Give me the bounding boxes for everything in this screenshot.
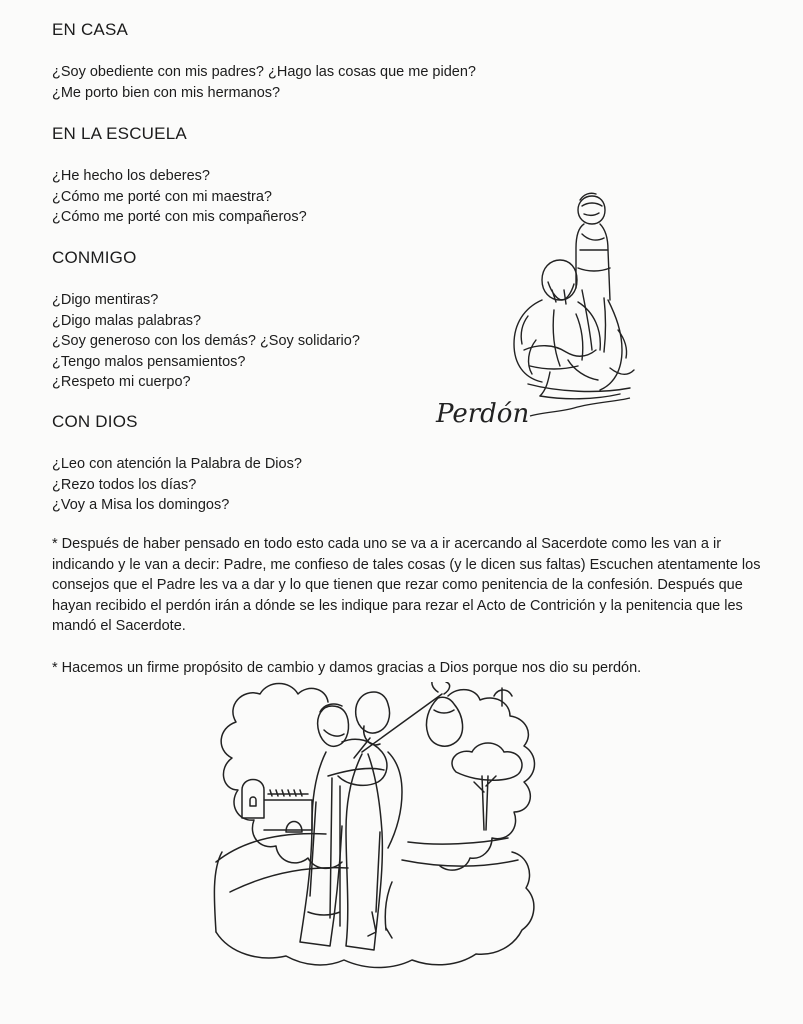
question-list-en-la-escuela — [52, 166, 307, 228]
question-item: ¿Tengo malos pensamientos? — [52, 353, 246, 370]
section-heading-conmigo: CONMIGO — [52, 248, 137, 267]
question-list-conmigo — [52, 290, 360, 393]
section-heading-en-casa: EN CASA — [52, 20, 129, 39]
confession-drawing-icon — [432, 190, 652, 430]
section-heading-en-la-escuela: EN LA ESCUELA — [52, 124, 187, 143]
question-item: ¿Leo con atención la Palabra de Dios? — [52, 456, 302, 472]
question-item: ¿Soy obediente con mis padres? ¿Hago las cosas que me piden? — [52, 64, 476, 80]
question-item: ¿Respeto mi cuerpo? — [52, 374, 191, 390]
instructions-paragraph: * Después de haber pensado en todo esto cada uno se va a ir acercando al Sacerdote como les van a ir indicando y le van a decir: Padre, me confieso de tales cosas (y le dicen sus faltas) Escuchen atentamente los consejos que el Padre les va a dar y lo que tienen que rezar como penitencia de la confesión. Después que hayan recibido el perdón irán a dónde se les indique para rezar el Acto de Contrición y la penitencia que les mandó el Sacerdote. — [52, 536, 761, 634]
question-list-en-casa — [52, 62, 476, 103]
question-item: ¿Cómo me porté con mi maestra? — [52, 188, 272, 205]
question-list-con-dios — [52, 454, 302, 516]
question-item: ¿Soy generoso con los demás? ¿Soy solidario? — [52, 333, 360, 349]
question-item: ¿Digo mentiras? — [52, 292, 159, 308]
confession-illustration — [432, 190, 652, 430]
section-heading-con-dios: CON DIOS — [52, 412, 138, 431]
question-item: ¿He hecho los deberes? — [52, 168, 210, 184]
question-item: ¿Rezo todos los días? — [52, 476, 197, 493]
question-item: ¿Digo malas palabras? — [52, 312, 202, 329]
prodigal-son-embrace-drawing-icon — [212, 682, 552, 982]
closing-paragraph: * Hacemos un firme propósito de cambio y damos gracias a Dios porque nos dio su perdón. — [52, 660, 642, 676]
question-item: ¿Cómo me porté con mis compañeros? — [52, 209, 307, 225]
question-item: ¿Voy a Misa los domingos? — [52, 497, 230, 513]
question-item: ¿Me porto bien con mis hermanos? — [52, 84, 281, 101]
perdon-caption: Perdón — [436, 399, 530, 429]
prodigal-son-illustration — [212, 682, 552, 982]
